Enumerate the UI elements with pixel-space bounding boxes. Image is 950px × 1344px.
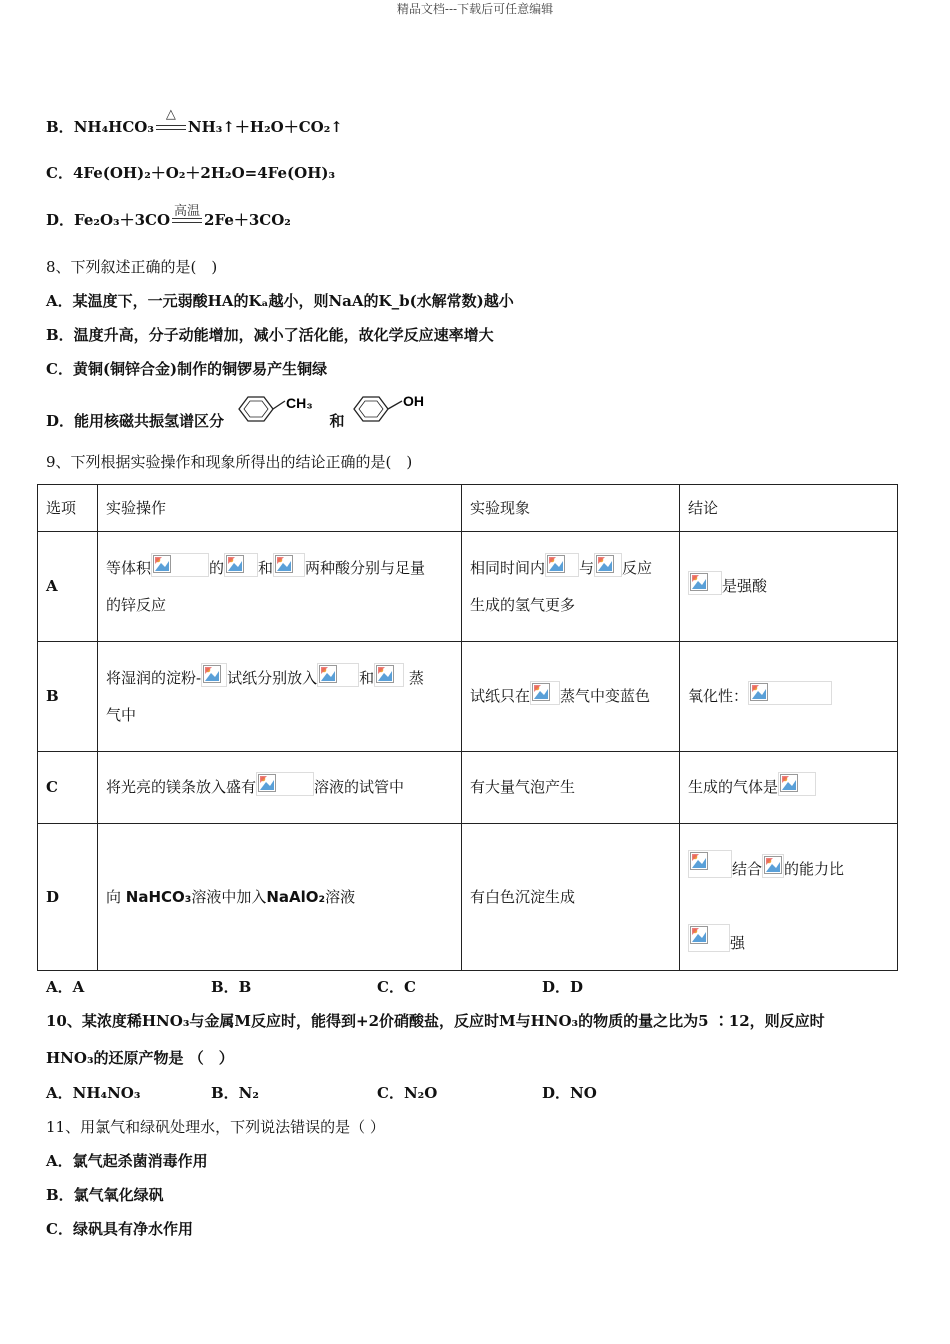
table-header: 结论 [680, 485, 898, 532]
equation: 4Fe(OH)₂＋O₂＋2H₂O=4Fe(OH)₃ [72, 164, 336, 182]
reaction-arrow [170, 204, 204, 228]
text: 向 [106, 887, 126, 906]
option-text-and: 和 [329, 412, 345, 430]
text: 气中 [106, 705, 137, 724]
q7-option-b [46, 107, 343, 137]
row-option: C [38, 752, 98, 824]
q7-option-d [46, 204, 291, 230]
q9-choice-d: D．D [542, 978, 584, 996]
broken-image-icon [256, 772, 314, 796]
text: 试纸只在 [470, 687, 531, 705]
text: 和 [258, 558, 274, 577]
text: 氧化性： [688, 687, 749, 705]
q10-choice-b: B．N₂ [211, 1084, 259, 1102]
page-header: 精品文档---下载后可任意编辑 [396, 2, 554, 16]
q9-choice-b: B．B [211, 978, 252, 996]
text: 蒸气中变蓝色 [560, 687, 651, 705]
text: 的锌反应 [106, 595, 167, 614]
q8-option-c: C．黄铜(铜锌合金)制作的铜锣易产生铜绿 [46, 360, 328, 378]
reactant: NH₄HCO₃ [73, 118, 154, 136]
q9-choice-c: C．C [377, 978, 416, 996]
text: 生成的气体是 [688, 778, 779, 796]
q11-stem: 11、用氯气和绿矾处理水，下列说法错误的是（ ） [46, 1118, 385, 1136]
q11-option-b: B．氯气氧化绿矾 [46, 1186, 164, 1204]
q8-option-a: A．某温度下，一元弱酸HA的Kₐ越小，则NaA的K_b(水解常数)越小 [46, 292, 514, 310]
text: 生成的氢气更多 [470, 595, 576, 614]
reaction-condition: 高温 [174, 204, 201, 219]
table-row [38, 752, 898, 824]
text: 将光亮的镁条放入盛有 [106, 778, 257, 796]
q8-option-d [46, 392, 435, 431]
row-operation [98, 642, 462, 752]
broken-image-icon [317, 663, 359, 687]
table-row [38, 824, 898, 971]
text: 强 [730, 934, 746, 952]
text: 与 [579, 558, 595, 577]
row-option: A [38, 532, 98, 642]
text: 两种酸分别与足量 [305, 558, 426, 577]
q10-stem-line2: HNO₃的还原产物是 （ ） [46, 1049, 234, 1067]
product: 2Fe＋3CO₂ [204, 211, 291, 229]
broken-image-icon [688, 850, 732, 878]
option-label: B． [46, 118, 74, 136]
hydroxyl-label: OH [402, 393, 424, 409]
q10-stem-line1: 10、某浓度稀HNO₃与金属M反应时，能得到+2价硝酸盐，反应时M与HNO₃的物质的量之比为5 ∶12，则反应时 [46, 1012, 825, 1030]
q11-option-c: C．绿矾具有净水作用 [46, 1220, 193, 1238]
row-operation [98, 752, 462, 824]
formula: NaAlO₂ [266, 887, 326, 906]
q7-option-c [46, 162, 335, 183]
broken-image-icon [762, 854, 784, 878]
broken-image-icon [594, 553, 622, 577]
text: 溶液中加入 [191, 887, 267, 906]
text: 溶液 [325, 887, 356, 906]
row-operation [98, 824, 462, 971]
broken-image-icon [778, 772, 816, 796]
q8-option-b: B．温度升高，分子动能增加，减小了活化能，故化学反应速率增大 [46, 326, 494, 344]
text: 蒸 [408, 668, 424, 687]
broken-image-icon [224, 553, 258, 577]
row-conclusion [680, 532, 898, 642]
row-operation [98, 532, 462, 642]
text: 结合 [732, 860, 763, 878]
row-phenomenon: 有白色沉淀生成 [462, 824, 680, 971]
text: 将湿润的淀粉- [106, 668, 202, 687]
row-conclusion [680, 752, 898, 824]
table-row [38, 532, 898, 642]
formula: NaHCO₃ [125, 887, 192, 906]
broken-image-icon [530, 681, 560, 705]
q10-choice-c: C．N₂O [377, 1084, 438, 1102]
option-label: D． [46, 211, 75, 229]
phenol-structure [350, 392, 435, 426]
text: 的 [209, 558, 225, 577]
broken-image-icon [151, 553, 209, 577]
text: 试纸分别放入 [227, 668, 318, 687]
row-phenomenon: 有大量气泡产生 [462, 752, 680, 824]
table-header-row [38, 485, 898, 532]
reactant: Fe₂O₃＋3CO [74, 211, 171, 229]
text: 等体积 [106, 558, 152, 577]
reaction-arrow [154, 107, 188, 135]
methyl-label: CH₃ [286, 395, 313, 411]
row-option: B [38, 642, 98, 752]
product: NH₃↑＋H₂O＋CO₂↑ [187, 118, 343, 136]
table-header: 实验现象 [462, 485, 680, 532]
row-conclusion [680, 642, 898, 752]
row-conclusion [680, 824, 898, 971]
option-text: D．能用核磁共振氢谱区分 [46, 412, 225, 430]
broken-image-icon [688, 924, 730, 952]
text: 和 [359, 668, 375, 687]
broken-image-icon [688, 571, 722, 595]
experiment-table [37, 484, 898, 971]
broken-image-icon [545, 553, 579, 577]
text: 溶液的试管中 [314, 778, 405, 796]
q8-stem: 8、下列叙述正确的是( ) [46, 258, 218, 276]
q9-choice-a: A．A [46, 978, 85, 996]
row-option: D [38, 824, 98, 971]
text: 相同时间内 [470, 558, 546, 577]
broken-image-icon [201, 663, 227, 687]
broken-image-icon [748, 681, 832, 705]
q9-stem: 9、下列根据实验操作和现象所得出的结论正确的是( ) [46, 453, 413, 471]
q10-choice-a: A．NH₄NO₃ [46, 1084, 141, 1102]
row-phenomenon [462, 642, 680, 752]
reaction-condition: △ [165, 107, 176, 122]
table-header: 选项 [38, 485, 98, 532]
option-label: C． [46, 164, 73, 182]
table-row [38, 642, 898, 752]
row-phenomenon [462, 532, 680, 642]
broken-image-icon [273, 553, 305, 577]
text: 的能力比 [784, 860, 845, 878]
text: 反应 [622, 558, 653, 577]
text: 是强酸 [722, 577, 768, 595]
q11-option-a: A．氯气起杀菌消毒作用 [46, 1152, 208, 1170]
toluene-structure [229, 392, 324, 426]
table-header: 实验操作 [98, 485, 462, 532]
broken-image-icon [374, 663, 404, 687]
q10-choice-d: D．NO [542, 1084, 597, 1102]
